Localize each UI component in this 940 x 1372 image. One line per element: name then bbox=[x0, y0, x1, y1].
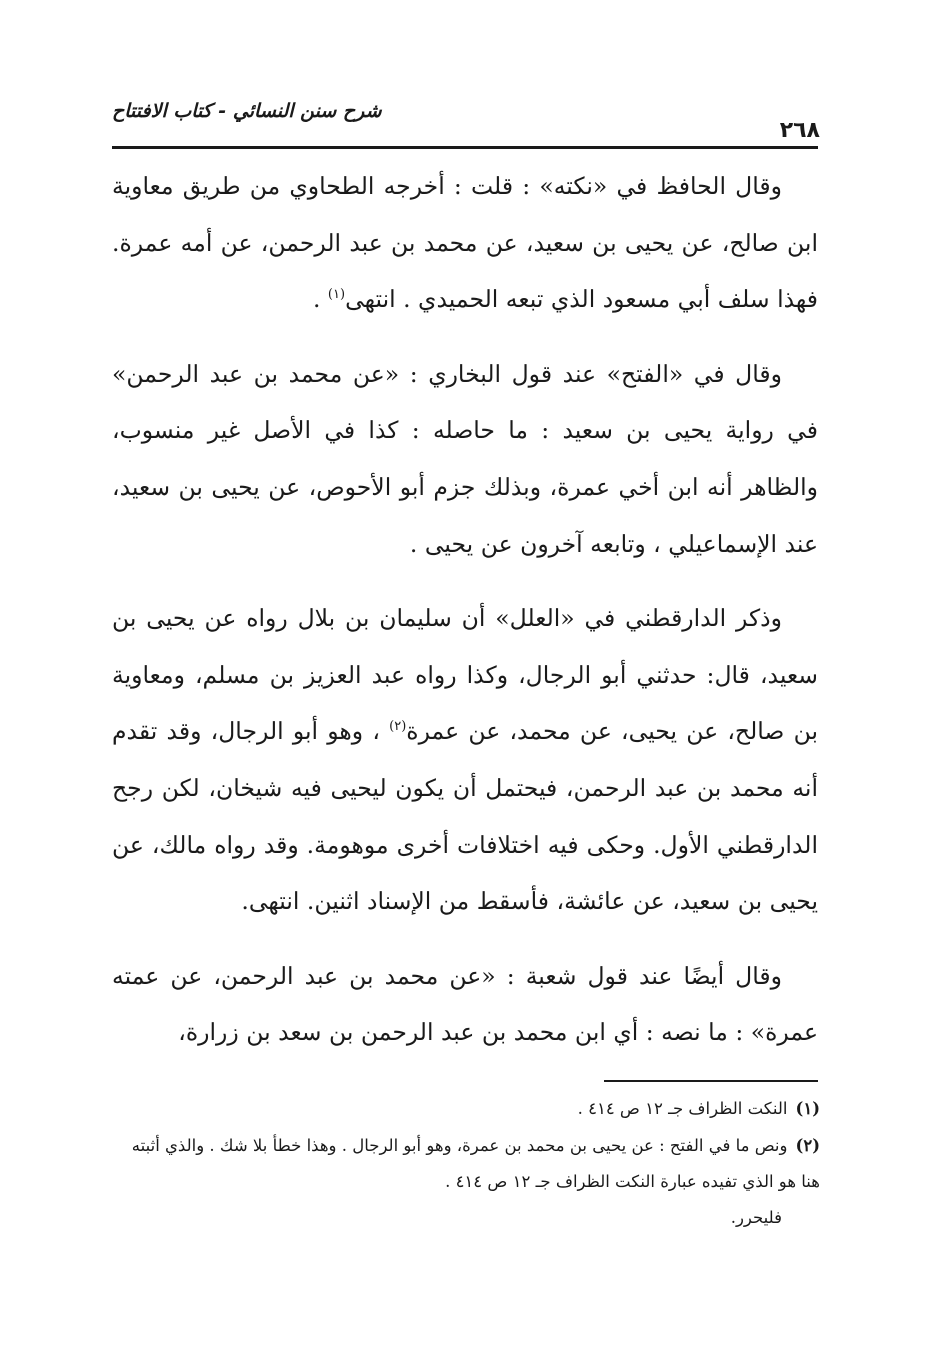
footnote-ref-2: (٢) bbox=[389, 719, 407, 735]
paragraph-text: وذكر الدارقطني في «العلل» أن سليمان بن بلال رواه عن يحيى بن سعيد، قال: حدثني أبو الرجال، وكذا رواه عبد العزيز بن مسلم، ومعاوية بن صالح، عن يحيى، عن محمد، عن عمرة bbox=[112, 604, 818, 746]
paragraph-text: وقال في «الفتح» عند قول البخاري : «عن محمد بن عبد الرحمن» في رواية يحيى بن سعيد : ما حاصله : كذا في الأصل غير منسوب، والظاهر أنه ابن أخي عمرة، وبذلك جزم أبو الأحوص، عن يحيى بن سعيد، عند الإسماعيلي ، وتابعه آخرون عن يحيى . bbox=[112, 359, 818, 558]
header-title: شرح سنن النسائي - كتاب الافتتاح bbox=[112, 100, 382, 122]
main-text bbox=[112, 158, 818, 1079]
paragraph-tail: . bbox=[312, 285, 328, 314]
paragraph-3 bbox=[112, 590, 818, 930]
footnote-1 bbox=[112, 1091, 820, 1127]
page-number: ٢٦٨ bbox=[779, 118, 820, 143]
paragraph-4 bbox=[112, 948, 818, 1061]
footnote-ref-1: (١) bbox=[327, 287, 346, 303]
footnote-separator bbox=[604, 1080, 818, 1082]
footnote-text: ونص ما في الفتح : عن يحيى بن محمد بن عمرة، وهو أبو الرجال . وهذا خطأ بلا شك . والذي أثبته هنا هو الذي تفيده عبارة النكت الظراف جـ ١٢ ص ٤١٤ . bbox=[131, 1136, 820, 1191]
footnote-continuation: فليحرر. bbox=[730, 1208, 782, 1227]
footnote-text: النكت الظراف جـ ١٢ ص ٤١٤ . bbox=[577, 1099, 788, 1118]
paragraph-1 bbox=[112, 158, 818, 328]
footnote-number: (١) bbox=[795, 1099, 820, 1118]
running-header bbox=[112, 100, 820, 143]
paragraph-text: وقال الحافظ في «نكته» : قلت : أخرجه الطحاوي من طريق معاوية ابن صالح، عن يحيى بن سعيد، عن محمد بن عبد الرحمن، عن أمه عمرة. فهذا سلف أبي مسعود الذي تبعه الحميدي . انتهى bbox=[112, 172, 818, 314]
footnotes bbox=[112, 1091, 820, 1237]
footnote-number: (٢) bbox=[795, 1136, 820, 1155]
header-rule bbox=[112, 146, 818, 149]
paragraph-text: وقال أيضًا عند قول شعبة : «عن محمد بن عبد الرحمن، عن عمته عمرة» : ما نصه : أي ابن محمد بن عبد الرحمن بن سعد بن زرارة، bbox=[112, 961, 818, 1047]
footnote-2 bbox=[112, 1128, 820, 1236]
paragraph-2 bbox=[112, 346, 818, 572]
paragraph-tail: ، وهو أبو الرجال، وقد تقدم أنه محمد بن عبد الرحمن، فيحتمل أن يكون ليحيى فيه شيخان، لكن رجح الدارقطني الأول. وحكى فيه اختلافات أخرى موهومة. وقد رواه مالك، عن يحيى بن سعيد، عن عائشة، فأسقط من الإسناد اثنين. انتهى. bbox=[112, 717, 818, 916]
